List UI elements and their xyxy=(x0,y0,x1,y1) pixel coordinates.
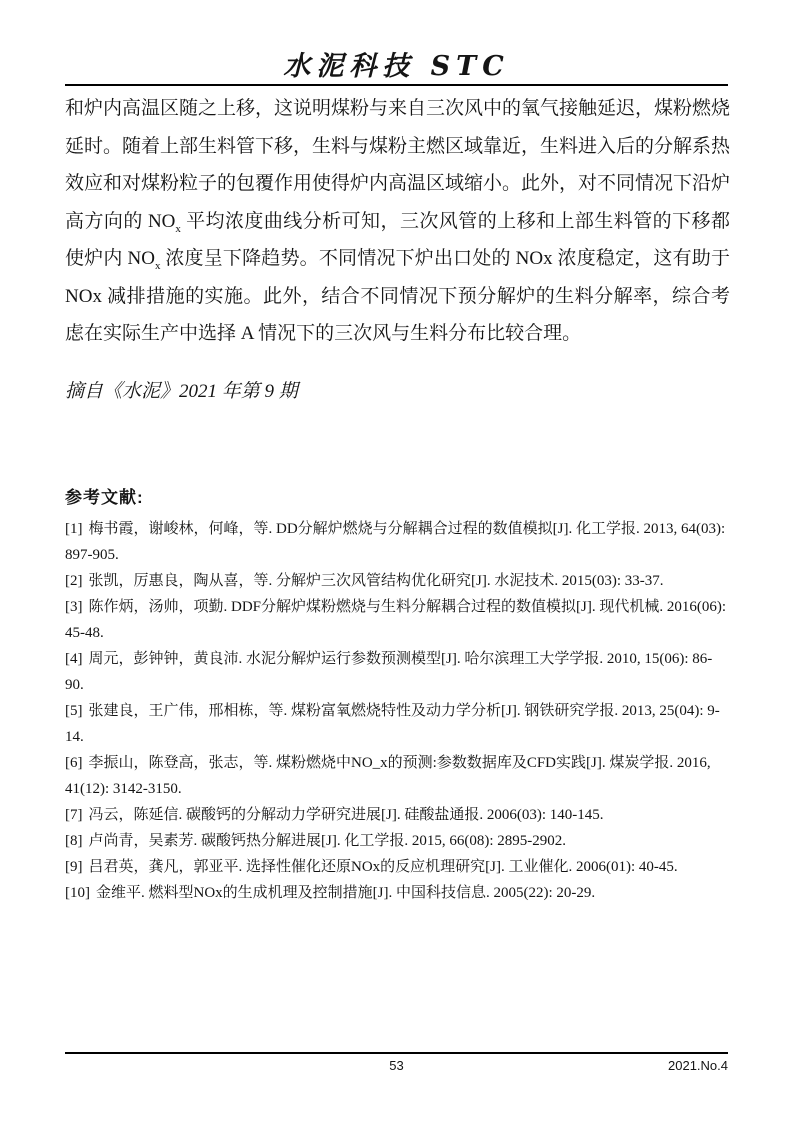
reference-item xyxy=(65,750,730,802)
page-title: 水泥科技 STC xyxy=(283,51,510,82)
reference-marker: [3] xyxy=(65,599,83,615)
reference-text: 冯云，陈延信. 碳酸钙的分解动力学研究进展[J]. 硅酸盐通报. 2006(03): 140-145. xyxy=(88,807,604,823)
reference-text: 陈作炳，汤帅，项勤. DDF分解炉煤粉燃烧与生料分解耦合过程的数值模拟[J]. 现代机械. 2016(06): 45-48. xyxy=(65,599,726,641)
reference-item xyxy=(65,828,730,854)
reference-text: 李振山，陈登高，张志，等. 煤粉燃烧中NO_x的预测:参数数据库及CFD实践[J]. 煤炭学报. 2016, 41(12): 3142-3150. xyxy=(65,755,711,797)
reference-item xyxy=(65,880,730,906)
paragraph-segment: 和炉内高温区随之上移，这说明煤粉与来自三次风中的氧气接触延迟，煤粉燃烧延时。随着上部生料管下移，生料与煤粉主燃区域靠近，生料进入后的分解系热效应和对煤粉粒子的包覆作用使得炉内高温区域缩小。此外，对不同情况下沿炉高方向的 NO xyxy=(65,98,731,232)
footer-page-number: 53 xyxy=(389,1058,404,1073)
reference-text: 梅书霞，谢峻林，何峰，等. DD分解炉燃烧与分解耦合过程的数值模拟[J]. 化工学报. 2013, 64(03): 897-905. xyxy=(65,521,726,563)
reference-marker: [5] xyxy=(65,703,83,719)
source-citation: 摘自《水泥》2021 年第 9 期 xyxy=(65,381,298,402)
references-heading: 参考文献: xyxy=(65,488,144,507)
reference-item xyxy=(65,516,730,568)
reference-item xyxy=(65,698,730,750)
reference-item xyxy=(65,594,730,646)
reference-marker: [6] xyxy=(65,755,83,771)
footer-divider xyxy=(65,1052,728,1054)
footer-issue-label: 2021.No.4 xyxy=(668,1058,728,1073)
reference-text: 金维平. 燃料型NOx的生成机理及控制措施[J]. 中国科技信息. 2005(22): 20-29. xyxy=(96,885,596,901)
reference-item xyxy=(65,802,730,828)
paragraph-subscript: x xyxy=(154,259,161,272)
reference-text: 张凯，厉惠良，陶从喜，等. 分解炉三次风管结构优化研究[J]. 水泥技术. 2015(03): 33-37. xyxy=(88,573,664,589)
reference-text: 张建良，王广伟，邢相栋，等. 煤粉富氧燃烧特性及动力学分析[J]. 钢铁研究学报. 2013, 25(04): 9-14. xyxy=(65,703,720,745)
reference-text: 吕君英，龚凡，郭亚平. 选择性催化还原NOx的反应机理研究[J]. 工业催化. 2006(01): 40-45. xyxy=(88,859,678,875)
reference-marker: [7] xyxy=(65,807,83,823)
reference-marker: [10] xyxy=(65,885,90,901)
references-section xyxy=(65,486,730,906)
reference-item xyxy=(65,854,730,880)
header-divider xyxy=(65,84,728,86)
paragraph-segment: 浓度呈下降趋势。不同情况下炉出口处的 NOx 浓度稳定，这有助于 NOx 减排措施的实施。此外，结合不同情况下预分解炉的生料分解率，综合考虑在实际生产中选择 A 情况下的三次风与生料分布比较合理。 xyxy=(65,248,730,344)
body-paragraph xyxy=(65,90,730,353)
reference-marker: [8] xyxy=(65,833,83,849)
paragraph-segment: 平均浓度曲线分析可知，三次风管的上移和上部生料管的下移都使炉内 NO xyxy=(65,210,730,269)
reference-item xyxy=(65,568,730,594)
reference-item xyxy=(65,646,730,698)
reference-text: 周元，彭钟钟，黄良沛. 水泥分解炉运行参数预测模型[J]. 哈尔滨理工大学学报. 2010, 15(06): 86-90. xyxy=(65,651,713,693)
paragraph-subscript: x xyxy=(175,222,181,235)
reference-marker: [2] xyxy=(65,573,83,589)
reference-marker: [9] xyxy=(65,859,83,875)
reference-text: 卢尚青，吴素芳. 碳酸钙热分解进展[J]. 化工学报. 2015, 66(08): 2895-2902. xyxy=(88,833,566,849)
reference-marker: [1] xyxy=(65,521,83,537)
reference-marker: [4] xyxy=(65,651,83,667)
